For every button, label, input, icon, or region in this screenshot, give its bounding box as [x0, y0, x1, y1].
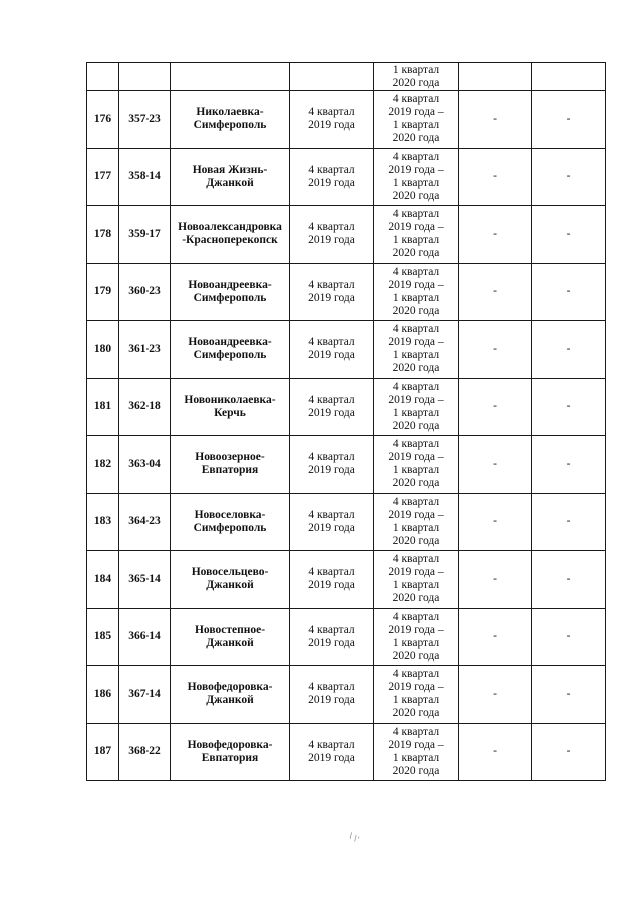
- cell-col7: -: [532, 91, 606, 149]
- row-code: 357-23: [119, 91, 171, 149]
- period-range-line: 1 квартал: [392, 521, 440, 534]
- period-range: [374, 551, 459, 609]
- route-name: [171, 493, 290, 551]
- start-period-line: 4 квартал: [308, 623, 355, 636]
- cell-col7: -: [532, 206, 606, 264]
- route-name: [171, 148, 290, 206]
- route-name-line: Новониколаевка-: [184, 393, 276, 406]
- start-period-line: 4 квартал: [308, 738, 355, 751]
- period-range: [374, 493, 459, 551]
- route-name: [171, 378, 290, 436]
- cell-col7: -: [532, 493, 606, 551]
- row-code: 359-17: [119, 206, 171, 264]
- cell-col7: -: [532, 436, 606, 494]
- cell-col7: -: [532, 148, 606, 206]
- start-period: [290, 263, 374, 321]
- period-range: [374, 378, 459, 436]
- row-number: 186: [87, 666, 119, 724]
- period-range-line: 4 квартал: [392, 93, 440, 106]
- cell-col6: -: [459, 723, 532, 781]
- route-name: [171, 666, 290, 724]
- period-range-line: 1 квартал: [392, 234, 440, 247]
- route-name-line: Новоалександровка: [178, 221, 282, 234]
- row-number: 179: [87, 263, 119, 321]
- start-period-line: 4 квартал: [308, 278, 355, 291]
- period-range: [374, 321, 459, 379]
- cell-code: [119, 63, 171, 91]
- route-name-line: Симферополь: [193, 521, 267, 534]
- cell-period: [374, 63, 459, 91]
- cell-col7: -: [532, 321, 606, 379]
- route-name-line: Симферополь: [193, 349, 267, 362]
- row-code: 368-22: [119, 723, 171, 781]
- cell-col7: -: [532, 378, 606, 436]
- start-period: [290, 493, 374, 551]
- route-name-line: Новоандреевка-: [188, 278, 272, 291]
- start-period-line: 2019 года: [308, 579, 355, 592]
- period-range-line: 1 квартал: [392, 579, 440, 592]
- period-range-line: 2019 года –: [388, 221, 444, 234]
- period-range: [374, 206, 459, 264]
- cell-col7: -: [532, 666, 606, 724]
- table-row: [87, 148, 606, 206]
- row-code: 367-14: [119, 666, 171, 724]
- cell-col6: -: [459, 666, 532, 724]
- row-number: 180: [87, 321, 119, 379]
- route-name: [171, 321, 290, 379]
- period-range-line: 2020 года: [392, 707, 440, 720]
- table-row: [87, 723, 606, 781]
- route-name: [171, 206, 290, 264]
- start-period-line: 4 квартал: [308, 106, 355, 119]
- start-period: [290, 148, 374, 206]
- cell-col6: -: [459, 493, 532, 551]
- period-range-line: 2019 года –: [388, 393, 444, 406]
- start-period: [290, 321, 374, 379]
- row-code: 360-23: [119, 263, 171, 321]
- period-range-line: 4 квартал: [392, 668, 440, 681]
- start-period-line: 2019 года: [308, 694, 355, 707]
- scan-mark: \ \': [347, 831, 361, 844]
- period-range-line: 2019 года –: [388, 106, 444, 119]
- table-row: [87, 378, 606, 436]
- period-range-line: 1 квартал: [392, 406, 440, 419]
- row-code: 364-23: [119, 493, 171, 551]
- row-number: 183: [87, 493, 119, 551]
- route-name-line: Новостепное-: [194, 623, 266, 636]
- period-range-line: 2019 года –: [388, 278, 444, 291]
- period-range-line: 2020 года: [392, 189, 440, 202]
- row-code: 363-04: [119, 436, 171, 494]
- period-range-line: 2019 года –: [388, 508, 444, 521]
- table-row: [87, 206, 606, 264]
- period-range-line: 1 квартал: [392, 176, 440, 189]
- period-range: [374, 91, 459, 149]
- period-line: 2020 года: [392, 76, 440, 89]
- cell-col7: -: [532, 723, 606, 781]
- period-range-line: 4 квартал: [392, 495, 440, 508]
- route-name-line: Новофедоровка-: [187, 681, 273, 694]
- period-range-line: 4 квартал: [392, 150, 440, 163]
- period-range-line: 2020 года: [392, 419, 440, 432]
- route-name-line: Джанкой: [206, 694, 254, 707]
- start-period-line: 2019 года: [308, 406, 355, 419]
- route-name-line: Новоандреевка-: [188, 336, 272, 349]
- period-range-line: 2020 года: [392, 247, 440, 260]
- start-period: [290, 91, 374, 149]
- start-period-line: 2019 года: [308, 291, 355, 304]
- start-period-line: 4 квартал: [308, 681, 355, 694]
- row-number: 178: [87, 206, 119, 264]
- start-period-line: 4 квартал: [308, 451, 355, 464]
- period-range-line: 4 квартал: [392, 553, 440, 566]
- start-period: [290, 608, 374, 666]
- period-range-line: 4 квартал: [392, 610, 440, 623]
- cell-col6: -: [459, 378, 532, 436]
- table-row: [87, 436, 606, 494]
- period-range-line: 1 квартал: [392, 464, 440, 477]
- period-range-line: 2019 года –: [388, 336, 444, 349]
- cell-col7: [532, 63, 606, 91]
- period-range-line: 4 квартал: [392, 438, 440, 451]
- period-range-line: 4 квартал: [392, 208, 440, 221]
- start-period-line: 4 квартал: [308, 336, 355, 349]
- route-name: [171, 436, 290, 494]
- period-range-line: 2019 года –: [388, 738, 444, 751]
- row-code: 362-18: [119, 378, 171, 436]
- period-range-line: 2020 года: [392, 534, 440, 547]
- row-number: 185: [87, 608, 119, 666]
- start-period: [290, 551, 374, 609]
- period-range-line: 2019 года –: [388, 623, 444, 636]
- cell-col6: -: [459, 436, 532, 494]
- start-period-line: 2019 года: [308, 176, 355, 189]
- route-name-line: Евпатория: [201, 464, 259, 477]
- start-period-line: 2019 года: [308, 636, 355, 649]
- period-range-line: 1 квартал: [392, 694, 440, 707]
- cell-col6: -: [459, 608, 532, 666]
- route-name: [171, 608, 290, 666]
- start-period-line: 2019 года: [308, 119, 355, 132]
- table-row: [87, 263, 606, 321]
- cell-col7: -: [532, 551, 606, 609]
- cell-col6: -: [459, 321, 532, 379]
- route-name-line: Джанкой: [206, 636, 254, 649]
- route-name-line: Новоозерное-: [195, 451, 265, 464]
- table-row-continued: [87, 63, 606, 91]
- start-period-line: 4 квартал: [308, 508, 355, 521]
- period-range-line: 1 квартал: [392, 119, 440, 132]
- period-range-line: 2020 года: [392, 649, 440, 662]
- period-range-line: 1 квартал: [392, 291, 440, 304]
- period-range: [374, 436, 459, 494]
- cell-start: [290, 63, 374, 91]
- route-name-line: -Красноперекопск: [182, 234, 278, 247]
- table-row: [87, 493, 606, 551]
- start-period-line: 2019 года: [308, 349, 355, 362]
- start-period-line: 2019 года: [308, 521, 355, 534]
- route-name-line: Симферополь: [193, 291, 267, 304]
- period-range-line: 2019 года –: [388, 681, 444, 694]
- period-range-line: 2020 года: [392, 764, 440, 777]
- period-range-line: 2020 года: [392, 304, 440, 317]
- start-period: [290, 206, 374, 264]
- period-line: 1 квартал: [392, 63, 440, 76]
- start-period-line: 4 квартал: [308, 221, 355, 234]
- start-period-line: 2019 года: [308, 464, 355, 477]
- route-name-line: Новая Жизнь-: [192, 163, 268, 176]
- period-range-line: 2019 года –: [388, 566, 444, 579]
- route-name-line: Евпатория: [201, 751, 259, 764]
- schedule-table-body: [87, 63, 606, 781]
- period-range: [374, 148, 459, 206]
- period-range: [374, 723, 459, 781]
- row-code: 365-14: [119, 551, 171, 609]
- start-period-line: 2019 года: [308, 751, 355, 764]
- period-range-line: 2020 года: [392, 362, 440, 375]
- cell-num: [87, 63, 119, 91]
- start-period: [290, 666, 374, 724]
- start-period: [290, 436, 374, 494]
- route-name-line: Новосельцево-: [191, 566, 269, 579]
- row-code: 361-23: [119, 321, 171, 379]
- period-range-line: 2020 года: [392, 477, 440, 490]
- schedule-table: [86, 62, 606, 781]
- period-range: [374, 263, 459, 321]
- cell-col7: -: [532, 263, 606, 321]
- cell-col6: -: [459, 91, 532, 149]
- table-row: [87, 91, 606, 149]
- period-range-line: 1 квартал: [392, 636, 440, 649]
- route-name: [171, 263, 290, 321]
- row-number: 181: [87, 378, 119, 436]
- cell-name: [171, 63, 290, 91]
- period-range-line: 1 квартал: [392, 349, 440, 362]
- start-period-line: 4 квартал: [308, 393, 355, 406]
- table-row: [87, 666, 606, 724]
- route-name-line: Керчь: [214, 406, 246, 419]
- period-range-line: 2020 года: [392, 132, 440, 145]
- start-period: [290, 378, 374, 436]
- route-name-line: Новофедоровка-: [187, 738, 273, 751]
- cell-col6: -: [459, 551, 532, 609]
- route-name-line: Новоселовка-: [194, 508, 266, 521]
- cell-col6: -: [459, 206, 532, 264]
- route-name-line: Симферополь: [193, 119, 267, 132]
- cell-col6: [459, 63, 532, 91]
- start-period: [290, 723, 374, 781]
- row-code: 366-14: [119, 608, 171, 666]
- route-name: [171, 91, 290, 149]
- row-number: 176: [87, 91, 119, 149]
- route-name: [171, 551, 290, 609]
- start-period-line: 4 квартал: [308, 566, 355, 579]
- period-range: [374, 666, 459, 724]
- period-range: [374, 608, 459, 666]
- period-range-line: 1 квартал: [392, 751, 440, 764]
- route-name-line: Джанкой: [206, 579, 254, 592]
- start-period-line: 2019 года: [308, 234, 355, 247]
- start-period-line: 4 квартал: [308, 163, 355, 176]
- period-range-line: 4 квартал: [392, 725, 440, 738]
- period-range-line: 2020 года: [392, 592, 440, 605]
- row-number: 184: [87, 551, 119, 609]
- period-range-line: 2019 года –: [388, 451, 444, 464]
- table-row: [87, 321, 606, 379]
- table-row: [87, 551, 606, 609]
- table-row: [87, 608, 606, 666]
- cell-col6: -: [459, 148, 532, 206]
- cell-col6: -: [459, 263, 532, 321]
- cell-col7: -: [532, 608, 606, 666]
- route-name: [171, 723, 290, 781]
- period-range-line: 4 квартал: [392, 323, 440, 336]
- route-name-line: Джанкой: [206, 176, 254, 189]
- period-range-line: 4 квартал: [392, 265, 440, 278]
- period-range-line: 4 квартал: [392, 380, 440, 393]
- row-number: 182: [87, 436, 119, 494]
- row-number: 187: [87, 723, 119, 781]
- period-range-line: 2019 года –: [388, 163, 444, 176]
- row-code: 358-14: [119, 148, 171, 206]
- row-number: 177: [87, 148, 119, 206]
- route-name-line: Николаевка-: [196, 106, 264, 119]
